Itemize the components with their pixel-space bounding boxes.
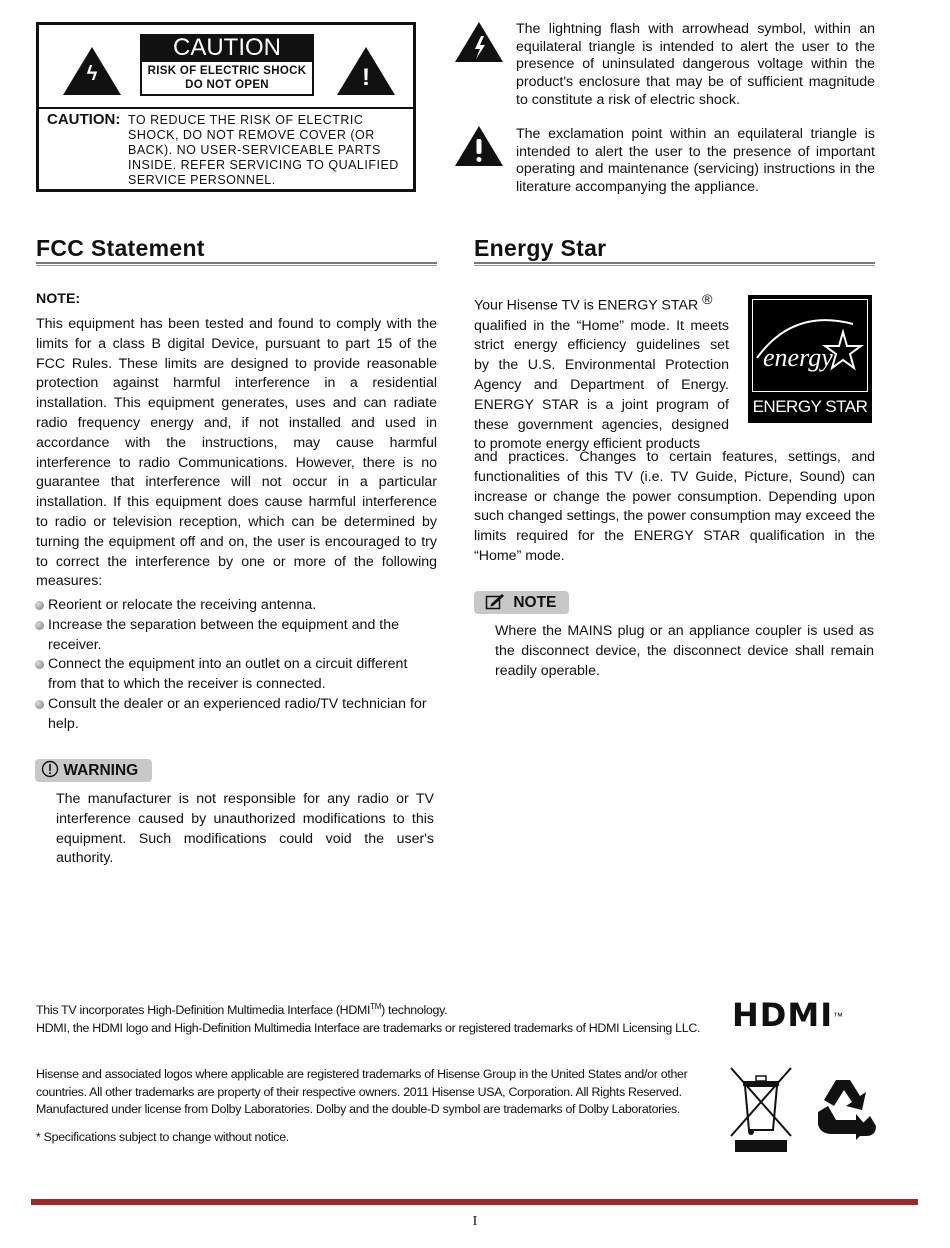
warning-label: WARNING xyxy=(63,762,139,779)
caution-heading xyxy=(140,34,314,96)
lightning-triangle-icon xyxy=(455,22,503,64)
energy-star-logo-label: ENERGY STAR xyxy=(752,397,868,416)
hdmi-line1-a: This TV incorporates High-Definition Multimedia Interface (HDMI xyxy=(36,1003,371,1018)
energy-star-intro xyxy=(474,290,729,455)
hdmi-tm: TM xyxy=(370,1002,382,1011)
lightning-bolt-icon: ϟ xyxy=(86,63,98,85)
hdmi-line1 xyxy=(36,998,736,1020)
list-item xyxy=(35,695,435,735)
page-number: I xyxy=(472,1214,478,1229)
measure-text: Consult the dealer or an experienced radio/TV technician for help. xyxy=(48,695,427,732)
specs-note: * Specifications subject to change without notice. xyxy=(36,1130,289,1144)
caution-text: TO REDUCE THE RISK OF ELECTRIC SHOCK, DO NOT REMOVE COVER (OR BACK). NO USER-SERVICEABLE PARTS INSIDE. REFER SERVICING TO QUALIFIED SERVICE PERSONNEL. xyxy=(128,113,399,187)
fcc-note-label: NOTE: xyxy=(36,291,81,307)
bullet-icon xyxy=(35,621,44,630)
energy-line-0 xyxy=(474,290,729,317)
trademark-line-0: Hisense and associated logos where applicable are registered trademarks of Hisense Group in the United States and/or other xyxy=(36,1067,688,1081)
energy-line-6: these government agencies, designed xyxy=(474,416,729,433)
measure-text: Connect the equipment into an outlet on a circuit different from that to which the receiver is connected. xyxy=(48,656,408,693)
hdmi-line2: HDMI, the HDMI logo and High-Definition Multimedia Interface are trademarks or registered trademarks of HDMI Licensing LLC. xyxy=(36,1020,701,1035)
energy-script-text: energy xyxy=(763,343,833,372)
bullet-icon xyxy=(35,601,44,610)
recycle-icon xyxy=(810,1076,878,1144)
registered-mark: ® xyxy=(702,291,713,307)
trademark-line-1: countries. All other trademarks are property of their respective owners. 2011 Hisense USA, Corporation. All Rights Reserved. xyxy=(36,1084,682,1099)
warning-tag xyxy=(35,759,152,782)
hdmi-logo xyxy=(732,996,843,1034)
caution-subtitle-line1: RISK OF ELECTRIC SHOCK xyxy=(147,65,307,77)
caution-subtitle-line2: DO NOT OPEN xyxy=(185,79,269,91)
energy-star-title: Energy Star xyxy=(474,235,607,261)
list-item xyxy=(35,596,435,616)
trademark-line-2: Manufactured under license from Dolby Laboratories. Dolby and the double-D symbol are trademarks of Dolby Laboratories. xyxy=(36,1102,681,1116)
fcc-title-rule xyxy=(36,262,437,266)
exclamation-mark-icon: ! xyxy=(362,64,370,91)
measure-text: Reorient or relocate the receiving antenna. xyxy=(48,597,317,613)
caution-subtitle xyxy=(140,62,314,96)
energy-line-2: strict energy efficiency guidelines set xyxy=(474,337,729,354)
exclamation-triangle-icon xyxy=(455,126,503,168)
exclamation-explanation: The exclamation point within an equilateral triangle is intended to alert the user to the presence of important operating and maintenance (servicing) instructions in the literature accompanying the appliance. xyxy=(516,126,875,196)
note-label: NOTE xyxy=(513,594,557,611)
hdmi-logo-text: HDMI xyxy=(732,996,834,1034)
fcc-measures-list xyxy=(35,596,435,735)
lightning-explanation: The lightning flash with arrowhead symbol, within an equilateral triangle is intended to alert the user to the presence of uninsulated dangerous voltage within the product's enclosure that may be of sufficient magnitude to constitute a risk of electric shock. xyxy=(516,21,875,108)
note-tag xyxy=(474,591,569,614)
warning-circle-icon xyxy=(41,760,59,778)
hdmi-line1-b: ) technology. xyxy=(381,1003,448,1018)
caution-label: CAUTION: xyxy=(47,111,121,128)
hdmi-logo-tm: ™ xyxy=(833,1011,844,1023)
hdmi-statement xyxy=(36,998,736,1037)
caution-title: CAUTION xyxy=(140,34,314,62)
fcc-title: FCC Statement xyxy=(36,235,205,261)
footer-rule xyxy=(31,1199,918,1205)
caution-box-header xyxy=(39,25,413,109)
energy-line-7: to promote energy efficient products xyxy=(474,436,701,453)
energy-line-4: Agency and Department of Energy. xyxy=(474,376,729,393)
list-item xyxy=(35,655,435,695)
note-text: Where the MAINS plug or an appliance coupler is used as the disconnect device, the disconnect device shall remain readily operable. xyxy=(495,623,874,679)
energy-star-logo xyxy=(748,295,872,423)
energy-line-1: qualified in the “Home” mode. It meets xyxy=(474,317,729,334)
energy-star-swoosh-icon xyxy=(753,300,866,390)
trademarks-notice xyxy=(36,1066,736,1119)
measure-text: Increase the separation between the equipment and the receiver. xyxy=(48,616,399,653)
energy-star-paragraph: and practices. Changes to certain features, settings, and functionalities of this TV (i.e. TV Guide, Picture, Sound) can increase or change the power consumption. Depending upon such changed settings, the power consumption may exceed the limits required for the ENERGY STAR qualification in the “Home” mode. xyxy=(474,449,875,564)
energy-line-3: by the U.S. Environmental Protection xyxy=(474,357,729,374)
bullet-icon xyxy=(35,660,44,669)
energy-star-logo-box xyxy=(752,299,868,392)
energy-line-5: ENERGY STAR is a joint program of xyxy=(474,396,729,413)
list-item xyxy=(35,616,435,656)
caution-box xyxy=(36,22,416,192)
note-pencil-icon xyxy=(485,593,505,610)
energy-star-title-rule xyxy=(474,262,875,266)
fcc-paragraph: This equipment has been tested and found to comply with the limits for a class B digital Device, pursuant to part 15 of the FCC Rules. These limits are designed to provide reasonable protection against harmful interference in a residential installation. This equipment generates, uses and can radiate radio frequency energy and, if not installed and used in accordance with the instructions, may cause harmful interference to radio Communications. However, there is no guarantee that interference will not occur in a particular installation. If this equipment does cause harmful interference to radio or television reception, which can be determined by turning the equipment off and on, the user is encouraged to try to correct the interference by one or more of the following measures: xyxy=(36,316,437,590)
warning-text: The manufacturer is not responsible for any radio or TV interference caused by unauthorized modifications to this equipment. Such modifications could void the user's authority. xyxy=(56,791,434,867)
bullet-icon xyxy=(35,700,44,709)
crossed-bin-icon xyxy=(729,1066,793,1156)
energy-line-0-text: Your Hisense TV is ENERGY STAR xyxy=(474,297,699,314)
